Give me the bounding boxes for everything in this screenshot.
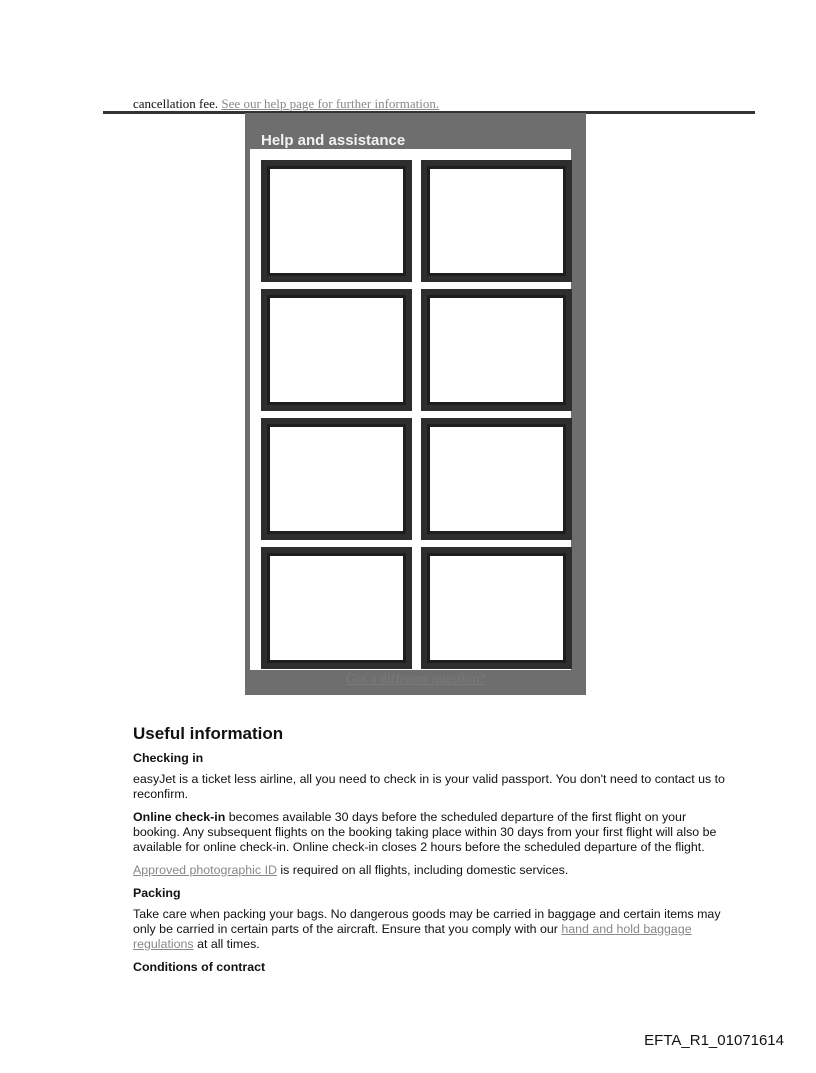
online-checkin-label: Online check-in [133, 810, 226, 824]
online-checkin-text: becomes available 30 days before the scheduled departure of the first flight on your booking. Any subsequent flights on the booking taking place within 30 days from your first flight will also be available for online check-in. Online check-in closes 2 hours before the scheduled departure of the flight. [133, 810, 717, 854]
help-tile[interactable] [261, 547, 412, 669]
useful-information [133, 726, 733, 981]
help-tile[interactable] [421, 289, 572, 411]
useful-info-heading: Useful information [133, 724, 284, 743]
help-tile[interactable] [421, 160, 572, 282]
packing-para [133, 907, 733, 952]
online-checkin-para [133, 810, 733, 855]
document-id: EFTA_R1_01071614 [644, 1032, 784, 1049]
help-tile[interactable] [261, 418, 412, 540]
photo-id-link[interactable]: Approved photographic ID [133, 863, 277, 877]
packing-heading: Packing [133, 886, 181, 900]
checking-in-heading: Checking in [133, 751, 204, 765]
help-tile[interactable] [261, 160, 412, 282]
help-tile[interactable] [421, 418, 572, 540]
help-tile[interactable] [261, 289, 412, 411]
help-tiles-area [250, 149, 571, 670]
checking-in-para: easyJet is a ticket less airline, all you need to check in is your valid passport. You don't need to contact us to reconfirm. [133, 772, 725, 801]
help-page-link[interactable]: See our help page for further information. [221, 96, 440, 111]
top-text: cancellation fee. [133, 96, 219, 111]
conditions-heading: Conditions of contract [133, 960, 266, 974]
help-tile[interactable] [421, 547, 572, 669]
photo-id-para [133, 863, 733, 878]
packing-text: Take care when packing your bags. No dangerous goods may be carried in baggage and certain items may only be carried in certain parts of the aircraft. Ensure that you comply with our [133, 907, 721, 936]
packing-text-end: at all times. [193, 937, 260, 951]
baggage-regulations-link[interactable]: hand and hold baggage regulations [133, 922, 692, 951]
help-panel-title: Help and assistance [261, 132, 406, 149]
photo-id-text: is required on all flights, including domestic services. [276, 863, 569, 877]
different-question-link[interactable]: Got a different question? [345, 672, 486, 687]
top-line [133, 96, 439, 112]
